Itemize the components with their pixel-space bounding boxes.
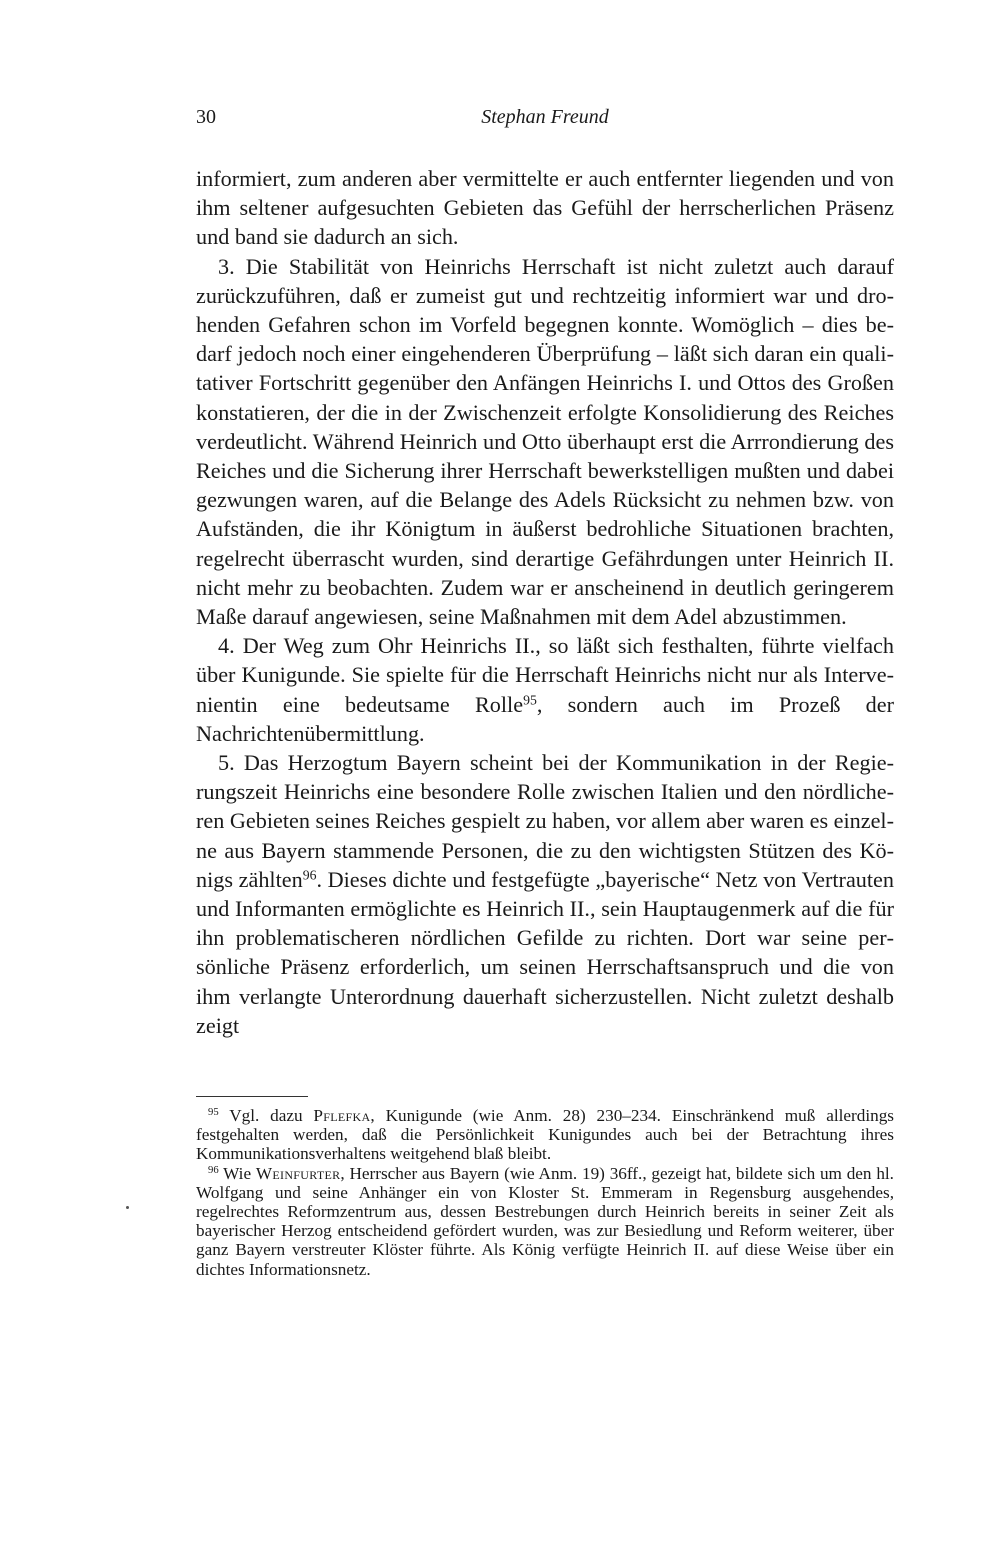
- footnote-text: Vgl. dazu: [218, 1106, 314, 1125]
- footnote-divider: [196, 1096, 308, 1097]
- footnote-text: , Kunigunde (wie Anm. 28) 230–234. Einschränkend muß allerdings festgehalten werden, daß die Persönlichkeit Kunigundes auch bei der Betrachtung ihres Kommunikationsverhaltens weitgehend blaß bleibt.: [196, 1106, 894, 1164]
- footnote-number: 96: [208, 1164, 219, 1176]
- main-text: [196, 164, 894, 1040]
- paragraph-text: 5. Das Herzogtum Bayern scheint bei der Kommunikation in der Regierungszeit Heinrichs eine besondere Rolle zwischen Italien und den nördlicheren Gebieten seines Reiches gespielt zu haben, vor allem aber waren es einzelne aus Bayern stammende Personen, die zu den wichtigsten Stützen des Königs zählten: [196, 750, 894, 892]
- margin-dot: [126, 1206, 129, 1209]
- paragraph-point-4: [196, 631, 894, 748]
- paragraph-continued: informiert, zum anderen aber vermittelte er auch entfernter liegenden und von ihm seltener aufgesuchten Gebieten das Gefühl der herrscherlichen Präsenz und band sie dadurch an sich.: [196, 166, 894, 250]
- page-header: [196, 106, 894, 136]
- footnote-text: Wie: [218, 1163, 256, 1183]
- footnote-ref-95[interactable]: 95: [523, 692, 537, 708]
- footnote-number: 95: [208, 1107, 219, 1119]
- cited-author: Weinfurter: [255, 1163, 341, 1183]
- paragraph-text: , sondern auch im Prozeß der Nachrichtenübermittlung.: [196, 691, 894, 746]
- footnote-ref-96[interactable]: 96: [302, 867, 317, 883]
- cited-author: Pflefka: [313, 1106, 371, 1125]
- paragraph-text: . Dieses dichte und festgefügte „bayerische“ Netz von Vertrauten und Informanten ermöglichte es Heinrich II., sein Hauptaugenmerk auf die für ihn problematischeren nördlichen Gefilde zu richten. Dort war seine persönliche Präsenz erforderlich, um seinen Herrschaftsanspruch und die von ihm verlangte Unterordnung dauerhaft sicherzustellen. Nicht zuletzt deshalb zeigt: [196, 866, 894, 1038]
- footnote-96: [196, 1164, 894, 1279]
- footnote-95: [196, 1106, 894, 1164]
- page-number: 30: [196, 106, 216, 128]
- paragraph-point-5: [196, 748, 894, 1040]
- paragraph-text: 4. Der Weg zum Ohr Heinrichs II., so läßt sich festhalten, führte vielfach über Kunigunde. Sie spielte für die Herrschaft Heinrichs nicht nur als Intervenientin eine bedeutsame Rolle: [196, 633, 894, 717]
- footnotes: [196, 1106, 894, 1279]
- paragraph-point-3: 3. Die Stabilität von Heinrichs Herrschaft ist nicht zuletzt auch darauf zurückzuführen, daß er zumeist gut und rechtzeitig informiert war und drohenden Gefahren schon im Vorfeld begegnen konnte. Womöglich – dies bedarf jedoch noch einer eingehenderen Überprüfung – läßt sich daran ein qualitativer Fortschritt gegenüber den Anfängen Heinrichs I. und Ottos des Großen konstatieren, der die in der Zwischenzeit erfolgte Konsolidierung des Reiches verdeutlicht. Während Heinrich und Otto überhaupt erst die Arrrondierung des Reiches und die Sicherung ihrer Herrschaft bewerkstelligen mußten und dabei gezwungen waren, auf die Belange des Adels Rücksicht zu nehmen bzw. von Aufständen, die ihr Königtum in äußerst bedrohliche Situationen brachten, regelrecht überrascht wurden, sind derartige Gefährdungen unter Heinrich II. nicht mehr zu beobachten. Zudem war er anscheinend in deutlich geringerem Maße darauf angewiesen, seine Maßnahmen mit dem Adel abzustimmen.: [196, 253, 894, 630]
- running-head: Stephan Freund: [481, 106, 609, 128]
- footnote-text: , Herrscher aus Bayern (wie Anm. 19) 36ff., gezeigt hat, bildete sich um den hl. Wolfgang und seine Anhänger ein von Kloster St. Emmeram in Regensburg ausgehendes, regelrechtes Reformzentrum aus, dessen Bestrebungen durch Heinrich bereits in seiner Zeit als bayerischer Herzog entscheidend gefördert wurden, was zur Besiedlung und Reform weiterer, über ganz Bayern verstreuter Klöster führte. Als König verfügte Heinrich II. auf diese Weise über ein dichtes Informationsnetz.: [196, 1163, 894, 1279]
